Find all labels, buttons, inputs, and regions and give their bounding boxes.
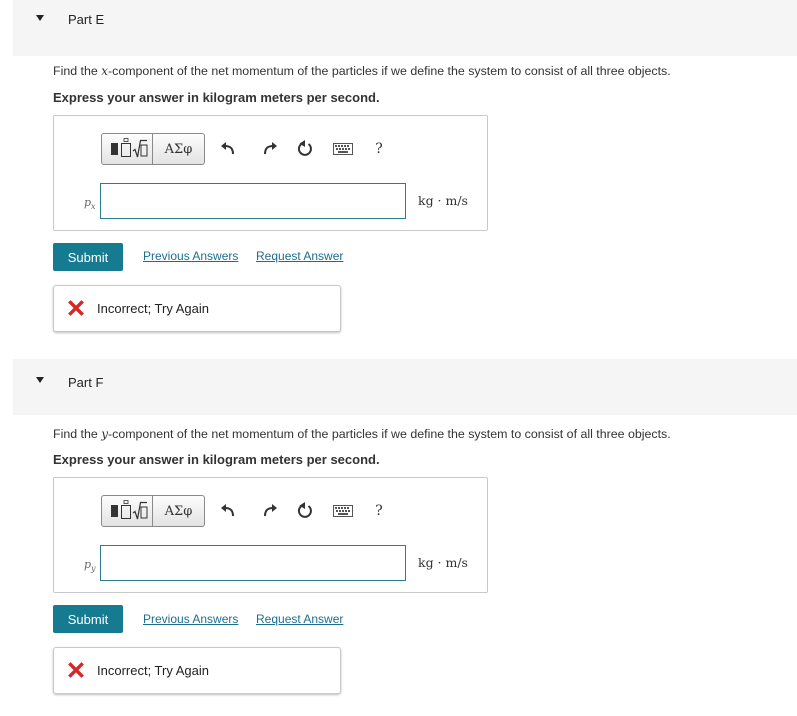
- question-text: Find the x-component of the net momentum of the particles if we define the system to consist of all three objects.: [53, 64, 671, 78]
- template-icon: [102, 134, 152, 164]
- math-toolbar: [101, 133, 205, 165]
- template-icon: [102, 496, 152, 526]
- redo-icon[interactable]: [259, 500, 281, 522]
- incorrect-x-icon: [68, 662, 84, 678]
- feedback-text: Incorrect; Try Again: [97, 663, 209, 678]
- submit-button[interactable]: Submit: [53, 605, 123, 633]
- template-button[interactable]: [101, 495, 153, 527]
- answer-input[interactable]: [100, 183, 406, 219]
- greek-symbols-button[interactable]: ΑΣφ: [153, 133, 205, 165]
- units-label: kg · m/s: [418, 193, 468, 208]
- answer-instruction: Express your answer in kilogram meters per second.: [53, 90, 380, 105]
- help-icon[interactable]: ?: [375, 141, 383, 157]
- redo-icon[interactable]: [259, 138, 281, 160]
- part-e-header[interactable]: [13, 0, 797, 56]
- incorrect-x-icon: [68, 300, 84, 316]
- collapse-triangle-icon[interactable]: [36, 15, 44, 21]
- reset-icon[interactable]: [294, 138, 316, 160]
- answer-input[interactable]: [100, 545, 406, 581]
- variable-label: $p_x$: [84, 196, 96, 212]
- template-button[interactable]: [101, 133, 153, 165]
- variable-label: $p_y$: [84, 558, 96, 574]
- math-toolbar: [101, 495, 205, 527]
- answer-instruction: Express your answer in kilogram meters per second.: [53, 452, 380, 467]
- feedback-box: [53, 647, 341, 694]
- help-icon[interactable]: ?: [375, 503, 383, 519]
- part-title: Part F: [68, 375, 104, 390]
- feedback-box: [53, 285, 341, 332]
- request-answer-link[interactable]: Request Answer: [256, 612, 344, 626]
- part-f-header[interactable]: [13, 359, 797, 415]
- part-title: Part E: [68, 12, 105, 27]
- feedback-text: Incorrect; Try Again: [97, 301, 209, 316]
- keyboard-icon[interactable]: [332, 500, 354, 522]
- undo-icon[interactable]: [217, 500, 239, 522]
- greek-symbols-button[interactable]: ΑΣφ: [153, 495, 205, 527]
- answer-box: [53, 115, 488, 231]
- answer-box: [53, 477, 488, 593]
- previous-answers-link[interactable]: Previous Answers: [143, 249, 239, 263]
- reset-icon[interactable]: [294, 500, 316, 522]
- submit-button[interactable]: Submit: [53, 243, 123, 271]
- collapse-triangle-icon[interactable]: [36, 377, 44, 383]
- previous-answers-link[interactable]: Previous Answers: [143, 612, 239, 626]
- request-answer-link[interactable]: Request Answer: [256, 249, 344, 263]
- units-label: kg · m/s: [418, 555, 468, 570]
- undo-icon[interactable]: [217, 138, 239, 160]
- question-text: Find the y-component of the net momentum of the particles if we define the system to consist of all three objects.: [53, 427, 671, 441]
- keyboard-icon[interactable]: [332, 138, 354, 160]
